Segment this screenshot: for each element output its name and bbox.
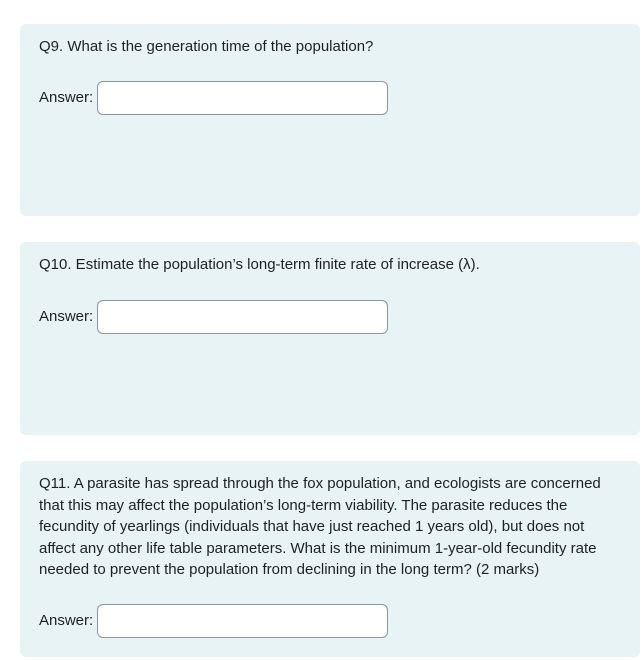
question-text-q9: Q9. What is the generation time of the population?	[39, 38, 374, 55]
answer-row-q11	[39, 604, 388, 638]
answer-input-q11[interactable]	[97, 604, 388, 638]
question-card-q11	[20, 461, 640, 657]
answer-label-q11: Answer:	[39, 612, 94, 629]
question-card-q9	[20, 24, 640, 216]
answer-row-q10	[39, 300, 388, 334]
answer-input-q9[interactable]	[97, 81, 388, 115]
answer-label-q10: Answer:	[39, 308, 94, 325]
question-text-q10: Q10. Estimate the population’s long-term finite rate of increase (λ).	[39, 256, 480, 273]
question-text-q11: Q11. A parasite has spread through the fox population, and ecologists are concerned that this may affect the population’s long-term viability. The parasite reduces the fecundity of yearlings (individuals that have just reached 1 years old), but does not affect any other life table parameters. What is the minimum 1-year-old fecundity rate needed to prevent the population from declining in the long term? (2 marks)	[39, 475, 601, 578]
answer-label-q9: Answer:	[39, 89, 94, 106]
answer-row-q9	[39, 81, 388, 115]
answer-input-q10[interactable]	[97, 300, 388, 334]
question-card-q10	[20, 242, 640, 435]
